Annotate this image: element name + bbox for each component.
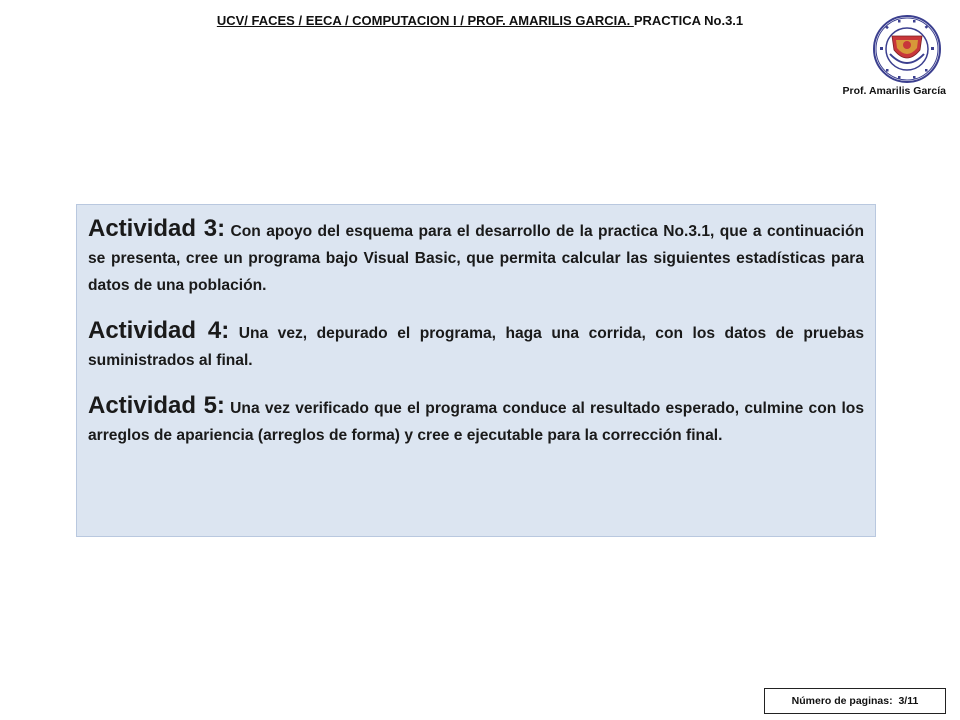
page-count-label: Número de paginas: <box>791 695 893 707</box>
activity-5-title: Actividad 5: <box>88 392 225 419</box>
header-title-practice: PRACTICA No.3.1 <box>633 13 744 28</box>
activity-3 <box>88 215 864 299</box>
page-header-title <box>0 13 960 28</box>
activity-4-title: Actividad 4: <box>88 317 230 344</box>
page-count-box <box>764 688 946 714</box>
activity-5 <box>88 392 864 449</box>
activity-5-text: Una vez verificado que el programa conduce al resultado esperado, culmine con los arreglos de apariencia (arreglos de forma) y cree e ejecutable para la corrección final. <box>88 400 864 444</box>
header-title-underlined: UCV/ FACES / EECA / COMPUTACION I / PROF. AMARILIS GARCIA. <box>216 13 634 28</box>
activity-3-text: Con apoyo del esquema para el desarrollo de la practica No.3.1, que a continuación se presenta, cree un programa bajo Visual Basic, que permita calcular las siguientes estadísticas para datos de una población. <box>88 223 864 294</box>
university-seal-icon <box>872 14 942 84</box>
activity-4 <box>88 317 864 374</box>
activity-3-title: Actividad 3: <box>88 215 226 242</box>
activities-box <box>76 204 876 537</box>
page-count-value: 3/11 <box>898 695 919 707</box>
professor-name: Prof. Amarilis García <box>842 85 946 97</box>
activity-4-text: Una vez, depurado el programa, haga una corrida, con los datos de pruebas suministrados al final. <box>88 325 864 369</box>
